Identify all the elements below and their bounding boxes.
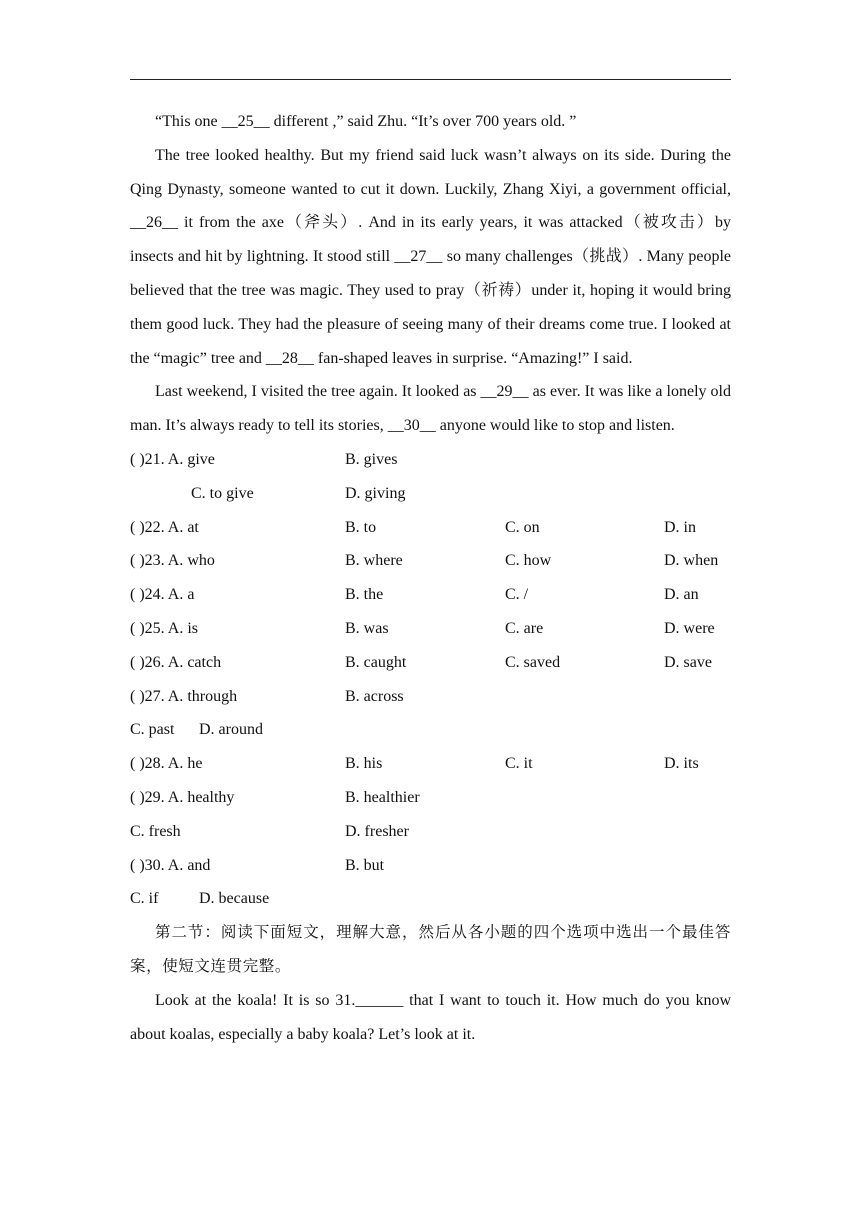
document-body: [130, 105, 731, 1051]
option-d: D. giving: [345, 484, 406, 502]
option-a: ( )21. A. give: [130, 450, 215, 468]
option-b: B. his: [345, 755, 383, 773]
question-28: [130, 747, 731, 781]
option-c: C. saved: [505, 653, 561, 671]
option-b: B. across: [345, 687, 404, 705]
question-30-cont: [130, 882, 731, 916]
question-21-cont: [130, 477, 731, 511]
question-25: [130, 612, 731, 646]
question-29: [130, 781, 731, 815]
option-c: C. to give: [191, 484, 254, 502]
option-a: ( )25. A. is: [130, 619, 198, 637]
section-2-paragraph-1: Look at the koala! It is so 31.______ that I want to touch it. How much do you know about koalas, especially a baby koala? Let’s look at it.: [130, 991, 731, 1043]
option-a: ( )29. A. healthy: [130, 788, 235, 806]
question-24: [130, 578, 731, 612]
option-d: D. an: [664, 586, 699, 604]
option-b: B. was: [345, 619, 389, 637]
option-c: C. it: [505, 755, 533, 773]
question-23: [130, 544, 731, 578]
option-a: ( )22. A. at: [130, 518, 199, 536]
option-a: ( )30. A. and: [130, 856, 211, 874]
option-b: B. to: [345, 518, 377, 536]
option-d: D. save: [664, 653, 712, 671]
option-c: C. how: [505, 552, 552, 570]
section-2-heading: 第二节：阅读下面短文，理解大意，然后从各小题的四个选项中选出一个最佳答案，使短文连贯完整。: [130, 923, 731, 975]
question-27-cont: [130, 713, 731, 747]
option-b: B. but: [345, 856, 385, 874]
option-b: B. caught: [345, 653, 407, 671]
option-a: ( )28. A. he: [130, 755, 203, 773]
header-rule: [130, 79, 731, 80]
option-c: C. past: [130, 721, 175, 739]
option-b: B. gives: [345, 450, 398, 468]
option-c: C. fresh: [130, 822, 181, 840]
passage-paragraph-1: “This one __25__ different ,” said Zhu. “It’s over 700 years old. ”: [155, 113, 577, 130]
option-d: D. were: [664, 619, 715, 637]
question-29-cont: [130, 815, 731, 849]
option-a: ( )23. A. who: [130, 552, 215, 570]
option-d: D. when: [664, 552, 719, 570]
option-d: D. fresher: [345, 822, 409, 840]
question-26: [130, 646, 731, 680]
question-30: [130, 849, 731, 883]
option-c: C. are: [505, 619, 544, 637]
option-c: C. /: [505, 586, 529, 604]
passage-paragraph-3: Last weekend, I visited the tree again. It looked as __29__ as ever. It was like a lonely old man. It’s always ready to tell its stories, __30__ anyone would like to stop and listen.: [130, 383, 731, 435]
option-c: C. if: [130, 890, 159, 908]
question-22: [130, 511, 731, 545]
option-c: C. on: [505, 518, 540, 536]
passage-paragraph-2: The tree looked healthy. But my friend said luck wasn’t always on its side. During the Qing Dynasty, someone wanted to cut it down. Luckily, Zhang Xiyi, a government official, __26__ it from the axe（斧头）. And in its early years, it was attacked（被攻击）by insects and hit by lightning. It stood still __27__ so many challenges（挑战）. Many people believed that the tree was magic. They used to pray（祈祷）under it, hoping it would bring them good luck. They had the pleasure of seeing many of their dreams come true. I looked at the “magic” tree and __28__ fan-shaped leaves in surprise. “Amazing!” I said.: [130, 146, 731, 367]
option-a: ( )24. A. a: [130, 586, 195, 604]
question-21: [130, 443, 731, 477]
option-b: B. the: [345, 586, 384, 604]
option-d: D. because: [199, 890, 270, 908]
option-a: ( )26. A. catch: [130, 653, 222, 671]
option-d: D. in: [664, 518, 696, 536]
option-b: B. healthier: [345, 788, 420, 806]
option-b: B. where: [345, 552, 403, 570]
option-d: D. its: [664, 755, 699, 773]
option-d: D. around: [199, 721, 263, 739]
question-27: [130, 680, 731, 714]
option-a: ( )27. A. through: [130, 687, 238, 705]
